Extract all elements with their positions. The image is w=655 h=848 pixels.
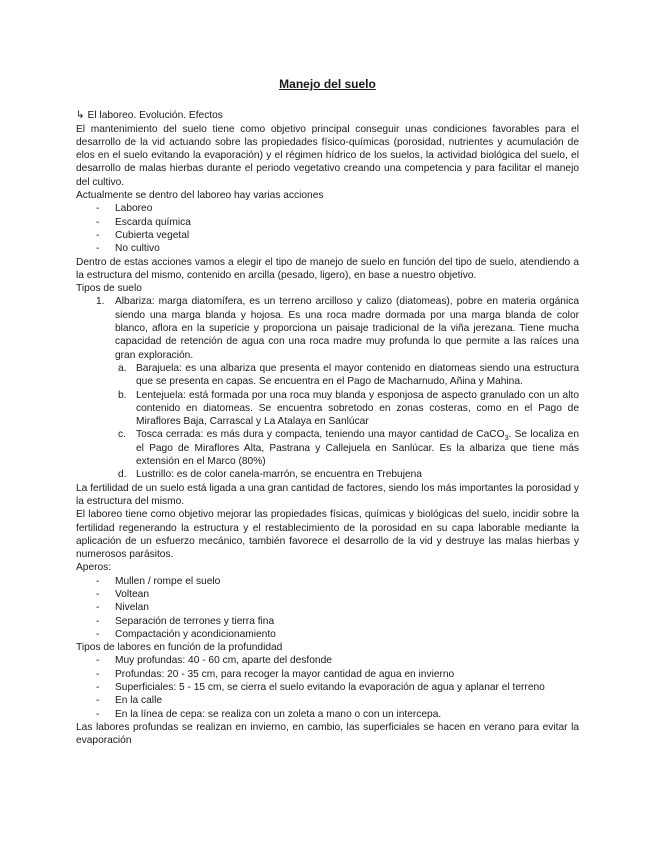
soil-type-text: Albariza: marga diatomífera, es un terreno arcilloso y calizo (diatomeas), pobre en materia orgánica siendo una marga blanda y hojosa. Es una roca madre dormada por una marga blanda de color blanco, aflora en la supericie y proporciona un paisaje tradicional de la viña jerezana. Tiene mucha capacidad de retención de agua con una roca madre muy profunda lo que permite a las raíces una gran exploración. — [115, 296, 579, 361]
list-item — [76, 389, 579, 429]
actions-intro: Actualmente se dentro del laboreo hay varias acciones — [76, 190, 324, 202]
list-item: - Superficiales: 5 - 15 cm, se cierra el suelo evitando la evaporación de agua y aplanar el terreno — [76, 681, 579, 694]
soil-types-heading: Tipos de suelo — [76, 283, 142, 295]
section-heading-text: El laboreo. Evolución. Efectos — [87, 110, 223, 122]
list-item: - Muy profundas: 40 - 60 cm, aparte del desfonde — [76, 654, 579, 667]
depth-heading: Tipos de labores en función de la profundidad — [76, 642, 283, 654]
list-item — [76, 468, 579, 481]
soil-types-list — [76, 295, 579, 361]
section-heading — [76, 109, 579, 122]
list-item — [76, 362, 579, 389]
intro-paragraph: El mantenimiento del suelo tiene como objetivo principal conseguir unas condiciones favorables para el desarrollo de la vid actuando sobre las propiedades físico-químicas (porosidad, nutrientes y acumulación de elos en el suelo evitando la evaporación) y el régimen hídrico de los suelos, la actividad biológica del suelo, el desarrollo de malas hierbas durante el periodo vegetativo creando una competencia y para facilitar el manejo del cultivo. — [76, 123, 579, 188]
list-marker: 1. — [96, 296, 105, 308]
tillage-paragraph: El laboreo tiene como objetivo mejorar las propiedades físicas, químicas y biológicas del suelo, incidir sobre la fertilidad regenerando la estructura y el restablecimiento de la porosidad en su capa laborable mediante la aplicación de un esfuerzo mecánico, también favorece el desarrollo de la vid y destruye las malas hierbas y numerosos parásitos. — [76, 509, 579, 561]
tools-heading: Aperos: — [76, 562, 112, 574]
fertility-paragraph: La fertilidad de un suelo está ligada a una gran cantidad de factores, siendo los más importantes la porosidad y la estructura del mismo. — [76, 482, 579, 507]
list-item: - Cubierta vegetal — [76, 229, 579, 242]
list-marker: a. — [118, 362, 127, 374]
management-paragraph: Dentro de estas acciones vamos a elegir el tipo de manejo de suelo en función del tipo de suelo, atendiendo a la estructura del mismo, contenido en arcilla (pesado, ligero), en base a nuestro objetivo. — [76, 256, 579, 281]
list-item — [76, 428, 579, 468]
tools-list — [76, 575, 579, 641]
list-marker: b. — [118, 389, 127, 401]
subtype-text-continued: . Se localiza en el Pago de Miraflores Alta, Pastrana y Callejuela en Sanlúcar. Es la albariza que tiene más extensión en el Marco (80%) — [136, 429, 579, 468]
depth-list — [76, 654, 579, 720]
list-item: - Voltean — [76, 588, 579, 601]
list-item: - No cultivo — [76, 242, 579, 255]
subtype-text: Lustrillo: es de color canela-marrón, se encuentra en Trebujena — [136, 469, 422, 481]
list-item: - En la calle — [76, 694, 579, 707]
list-item: - Profundas: 20 - 35 cm, para recoger la mayor cantidad de agua en invierno — [76, 668, 579, 681]
list-item: - Compactación y acondicionamiento — [76, 628, 579, 641]
list-marker: c. — [118, 429, 126, 441]
list-item: - Mullen / rompe el suelo — [76, 575, 579, 588]
list-marker: d. — [118, 469, 127, 481]
list-item: - Nivelan — [76, 601, 579, 614]
subscript: 3 — [504, 435, 509, 443]
list-item: - Laboreo — [76, 202, 579, 215]
actions-list — [76, 202, 579, 255]
return-arrow-icon: ↳ — [76, 110, 85, 122]
list-item: - Escarda química — [76, 216, 579, 229]
page-title: Manejo del suelo — [279, 77, 376, 91]
list-item: - Separación de terrones y tierra fina — [76, 615, 579, 628]
closing-paragraph: Las labores profundas se realizan en invierno, en cambio, las superficiales se hacen en verano para evitar la evaporación — [76, 721, 579, 747]
subtype-text: Barajuela: es una albariza que presenta el mayor contenido en diatomeas siendo una estructura que se presenta en capas. Se encuentra en el Pago de Macharnudo, Añina y Mahina. — [136, 362, 579, 388]
subtype-text: Lentejuela: está formada por una roca muy blanda y esponjosa de aspecto granulado con un alto contenido en diatomeas. Se encuentra sobretodo en zonas costeras, como en el Pago de Miraflores Baja, Carrascal y La Atalaya en Sanlúcar — [136, 389, 579, 428]
soil-subtypes-list — [76, 362, 579, 482]
list-item: - En la línea de cepa: se realiza con un zoleta a mano o con un intercepa. — [76, 708, 579, 721]
subtype-text: Tosca cerrada: es más dura y compacta, teniendo una mayor cantidad de CaCO — [136, 429, 505, 441]
list-item — [76, 295, 579, 361]
